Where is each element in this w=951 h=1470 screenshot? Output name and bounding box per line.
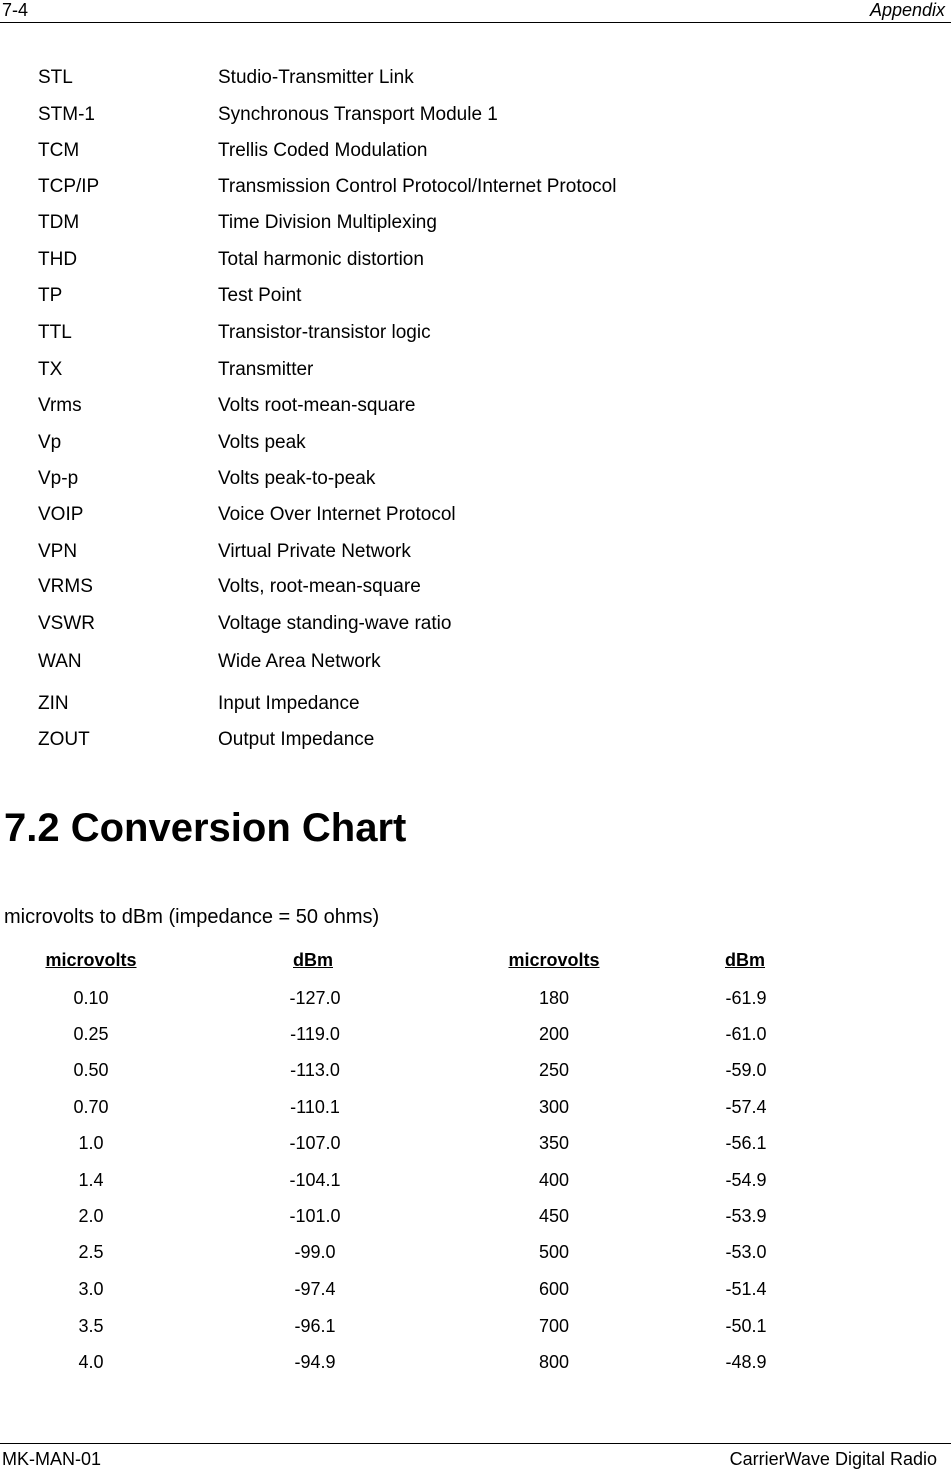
table-cell: 500: [538, 1242, 570, 1262]
table-cell: 0.70: [73, 1097, 109, 1117]
glossary-abbreviation: VOIP: [38, 504, 84, 525]
table-cell: -127.0: [289, 988, 341, 1008]
glossary-abbreviation: Vp-p: [38, 468, 79, 489]
table-cell: -51.4: [725, 1279, 767, 1299]
column-header: dBm: [725, 950, 765, 970]
table-cell: 3.5: [78, 1316, 104, 1336]
glossary-abbreviation: VPN: [38, 541, 78, 562]
table-cell: 4.0: [78, 1352, 104, 1372]
glossary-abbreviation: TX: [38, 359, 63, 380]
glossary-definition: Synchronous Transport Module 1: [218, 104, 498, 125]
glossary-abbreviation: VRMS: [38, 576, 93, 597]
table-cell: 350: [538, 1133, 570, 1153]
glossary-definition: Transistor-transistor logic: [218, 322, 431, 343]
glossary-definition: Total harmonic distortion: [218, 249, 424, 270]
chapter-name: Appendix: [869, 0, 945, 20]
table-caption: microvolts to dBm (impedance = 50 ohms): [4, 906, 380, 928]
section-title: 7.2 Conversion Chart: [4, 806, 407, 850]
glossary-definition: Transmitter: [218, 359, 314, 380]
table-cell: 1.4: [78, 1170, 104, 1190]
table-cell: 300: [538, 1097, 570, 1117]
table-cell: 200: [538, 1024, 570, 1044]
glossary-definition: Time Division Multiplexing: [218, 212, 437, 233]
glossary-definition: Wide Area Network: [218, 651, 381, 672]
table-cell: -59.0: [725, 1060, 767, 1080]
glossary-abbreviation: TDM: [38, 212, 80, 233]
table-cell: -99.0: [294, 1242, 336, 1262]
glossary-definition: Studio-Transmitter Link: [218, 67, 414, 88]
table-cell: 600: [538, 1279, 570, 1299]
glossary-abbreviation: STL: [38, 67, 73, 88]
glossary-definition: Transmission Control Protocol/Internet Protocol: [218, 176, 617, 197]
glossary-abbreviation: ZOUT: [38, 729, 90, 750]
table-cell: 2.5: [78, 1242, 104, 1262]
table-cell: 250: [538, 1060, 570, 1080]
table-cell: -107.0: [289, 1133, 341, 1153]
glossary-abbreviation: TCP/IP: [38, 176, 100, 197]
table-cell: 0.25: [73, 1024, 109, 1044]
table-cell: -113.0: [290, 1060, 340, 1080]
glossary-definition: Input Impedance: [218, 693, 360, 714]
table-cell: -54.9: [725, 1170, 767, 1190]
column-header: dBm: [293, 950, 333, 970]
table-cell: 700: [538, 1316, 570, 1336]
table-cell: 0.10: [73, 988, 109, 1008]
table-cell: -53.9: [725, 1206, 767, 1226]
glossary-definition: Output Impedance: [218, 729, 375, 750]
table-cell: -101.0: [289, 1206, 341, 1226]
glossary-abbreviation: ZIN: [38, 693, 69, 714]
glossary-abbreviation: WAN: [38, 651, 82, 672]
document-id: MK-MAN-01: [2, 1449, 102, 1469]
column-header: microvolts: [508, 950, 600, 970]
glossary-abbreviation: STM-1: [38, 104, 95, 125]
table-cell: -61.0: [725, 1024, 767, 1044]
glossary-definition: Trellis Coded Modulation: [218, 140, 428, 161]
table-cell: -104.1: [289, 1170, 341, 1190]
company-name: CarrierWave Digital Radio: [729, 1449, 937, 1469]
glossary-definition: Volts peak: [218, 432, 306, 453]
table-cell: 2.0: [78, 1206, 104, 1226]
glossary-abbreviation: Vrms: [38, 395, 82, 416]
glossary-definition: Volts root-mean-square: [218, 395, 416, 416]
table-cell: -110.1: [290, 1097, 340, 1117]
glossary-definition: Test Point: [218, 285, 302, 306]
table-cell: -57.4: [725, 1097, 767, 1117]
table-cell: -96.1: [294, 1316, 336, 1336]
table-cell: 0.50: [73, 1060, 109, 1080]
table-cell: -119.0: [290, 1024, 340, 1044]
table-cell: 180: [538, 988, 570, 1008]
glossary-abbreviation: Vp: [38, 432, 62, 453]
table-cell: 3.0: [78, 1279, 104, 1299]
glossary-definition: Voltage standing-wave ratio: [218, 613, 452, 634]
column-header: microvolts: [45, 950, 137, 970]
table-cell: -56.1: [725, 1133, 767, 1153]
glossary-abbreviation: VSWR: [38, 613, 95, 634]
header-rule: [0, 22, 951, 23]
glossary-definition: Voice Over Internet Protocol: [218, 504, 456, 525]
table-cell: -61.9: [725, 988, 767, 1008]
glossary-abbreviation: TTL: [38, 322, 72, 343]
glossary-abbreviation: TCM: [38, 140, 80, 161]
glossary-abbreviation: TP: [38, 285, 63, 306]
table-cell: -94.9: [294, 1352, 336, 1372]
table-cell: 400: [538, 1170, 570, 1190]
table-cell: -53.0: [725, 1242, 767, 1262]
page-number: 7-4: [2, 0, 29, 20]
glossary-definition: Volts, root-mean-square: [218, 576, 421, 597]
glossary-definition: Volts peak-to-peak: [218, 468, 376, 489]
table-cell: 800: [538, 1352, 570, 1372]
table-cell: 1.0: [78, 1133, 104, 1153]
glossary-abbreviation: THD: [38, 249, 78, 270]
glossary-definition: Virtual Private Network: [218, 541, 411, 562]
table-cell: 450: [538, 1206, 570, 1226]
table-cell: -48.9: [725, 1352, 767, 1372]
table-cell: -50.1: [725, 1316, 767, 1336]
table-cell: -97.4: [294, 1279, 336, 1299]
footer-rule: [0, 1443, 951, 1444]
